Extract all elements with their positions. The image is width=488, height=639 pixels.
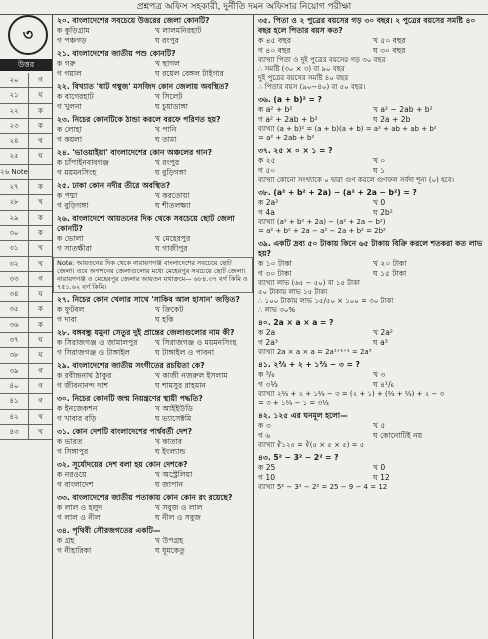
option-item: খ মেহেরপুর — [155, 234, 191, 243]
answer-letter: খ — [38, 412, 43, 421]
option-list — [57, 125, 249, 145]
question-text: ৩২. সূর্যোদয়ের দেশ বলা হয় কোন দেশকে? — [57, 460, 188, 469]
right-question-column — [254, 15, 488, 639]
option-item: ঘ 2a + 2b — [373, 115, 411, 124]
option-item: ক ৪৫ বছর — [258, 36, 292, 45]
option-item: গ গয়াল — [57, 69, 82, 78]
option-item: ঘ জাপান — [155, 480, 183, 489]
answer-row — [0, 211, 52, 226]
question-block — [254, 15, 488, 94]
option-item: ঘ কোনোটিই নয় — [373, 431, 423, 440]
option-item: খ সিরাজগঞ্জ ও ময়মনসিংহ — [155, 338, 237, 347]
answer-letter: ঘ — [38, 290, 43, 299]
answer-number: ৩১ — [0, 241, 29, 255]
answer-letter: গ — [38, 397, 43, 406]
question-text: ২৫. ঢাকা কোন নদীর তীরে অবস্থিত? — [57, 181, 171, 190]
question-text: ২০. বাংলাদেশের সবচেয়ে উত্তরের জেলা কোনটি? — [57, 16, 210, 25]
option-item: গ 2a³ — [258, 338, 278, 347]
answer-number: ৩৬ — [0, 318, 29, 332]
option-item: গ কয়লা — [57, 135, 83, 144]
answer-row — [0, 119, 52, 134]
question-text: ৩৭. ২৫ × ০ × ১ = ? — [258, 146, 333, 155]
explanation-line: ∴ ১০০ টাকায় লাভ ১৫/৫০ × ১০০ = ৩০ টাকা — [258, 297, 394, 305]
option-item: খ উপগ্রহ — [155, 536, 184, 545]
answer-row — [0, 165, 52, 180]
option-item: গ নীহারিকা — [57, 546, 92, 555]
question-text: ২১. বাংলাদেশের জাতীয় পশু কোনটি? — [57, 49, 176, 58]
answer-letter: ক — [38, 305, 43, 314]
answer-note: Note: আয়তনের দিক থেকে নারায়ণগঞ্জ বাংলাদেশের সবচেয়ে ছোট জেলা। তবে অপশনের জেলাগুলোর মধ্যে মেহেরপুর সবচেয়ে ছোট জেলা। নারায়ণগঞ্জ ও মেহেরপুর জেলার আয়তন যথাক্রমে— ৬৮৪.৩৭ বর্গ কিমি ও ৭৫১.৬২ বর্গ কিমি। — [53, 257, 253, 293]
option-item: ক চাঁপাইনবাবগঞ্জ — [57, 158, 109, 167]
question-block — [254, 359, 488, 410]
answer-number: ৩০ — [0, 226, 29, 240]
answer-row — [0, 195, 52, 210]
option-item: গ ৩⅓ — [258, 380, 278, 389]
answer-letter: খ — [38, 427, 43, 436]
option-item: গ খুলনা — [57, 102, 82, 111]
answer-letter: গ — [38, 381, 43, 390]
option-list — [57, 404, 249, 424]
question-text: ২৭. নিচের কোন খেলার সাথে 'সাকিব আল হাসান' জড়িত? — [57, 295, 240, 304]
question-block — [53, 327, 253, 360]
option-item: গ বাংলাদেশ — [57, 480, 94, 489]
question-block — [254, 94, 488, 145]
question-block — [53, 294, 253, 327]
answer-number: ৩৫ — [0, 302, 29, 316]
answer-row — [0, 272, 52, 287]
option-item: ক ³/₆ — [258, 370, 275, 379]
answer-letter: গ — [38, 76, 43, 84]
question-text: ২২. বিখ্যাত 'ষাট গম্বুজ' মসজিদ কোন জেলায় অবস্থিত? — [57, 82, 229, 91]
question-text: ৩০. নিচের কোনটি জন্ম নিয়ন্ত্রণের স্থায়ী পদ্ধতি? — [57, 394, 203, 403]
answer-row — [0, 104, 52, 119]
option-item: ঘ শীতলক্ষ্যা — [155, 201, 191, 210]
explanation-line: ব্যাখ্যা লাভ (৬৫ − ৫০) বা ১৫ টাকা — [258, 279, 360, 287]
option-item: গ পঞ্চগড় — [57, 36, 87, 45]
answer-letter: গ — [38, 274, 43, 283]
answer-letter: খ — [38, 259, 43, 268]
option-item: গ ৪০ বছর — [258, 46, 291, 55]
option-item: ঘ ধূমকেতু — [155, 546, 185, 555]
question-text: ৩১. কোন দেশটি বাংলাদেশের পার্শ্ববর্তী দেশ? — [57, 427, 193, 436]
option-item: গ লাল ও নীল — [57, 513, 101, 522]
option-item: ক লাল ও হলুদ — [57, 503, 103, 512]
option-item: ক ইনজেকশন — [57, 404, 98, 413]
answer-row — [0, 241, 52, 256]
answer-row — [0, 425, 52, 440]
question-block — [53, 48, 253, 81]
question-text: ৩৩. বাংলাদেশের জাতীয় পতাকায় কোন কোন রং রয়েছে? — [57, 493, 233, 502]
option-item: খ লালমনিরহাট — [155, 26, 202, 35]
option-item: খ a² − 2ab + b² — [373, 105, 433, 114]
question-block — [53, 525, 253, 558]
option-item: গ ৫০ — [258, 166, 276, 175]
option-item: ক 25 — [258, 463, 276, 472]
option-item: খ ক্রিকেট — [155, 305, 184, 314]
option-list — [57, 191, 249, 211]
option-list — [258, 259, 484, 279]
option-item: গ a² + 2ab + b² — [258, 115, 318, 124]
option-list — [258, 421, 484, 441]
option-list — [57, 234, 249, 254]
answer-row — [0, 134, 52, 149]
option-item: ঘ বুড়িগঙ্গা — [155, 168, 187, 177]
chapter-emblem — [8, 15, 48, 55]
option-item: ক a² + b² — [258, 105, 293, 114]
question-block — [53, 360, 253, 393]
option-item: ঘ 2b² — [373, 208, 393, 217]
answer-number: ৪০ — [0, 379, 29, 393]
option-item: খ ৫ — [373, 421, 386, 430]
option-list — [57, 338, 249, 358]
answer-row — [0, 333, 52, 348]
answer-rail — [0, 15, 52, 639]
option-item: খ সিলেট — [155, 92, 183, 101]
header-title: প্রশ্নপত্র অফিস সহকারী, দুর্নীতি দমন অফিসার নিয়োগ পরীক্ষা — [136, 2, 352, 12]
explanation-line: ব্যাখ্যা পিতা ও দুই পুত্রের বয়সের গড় ৩০ বছর — [258, 56, 386, 64]
question-text: ৪০. 2a × a × a = ? — [258, 318, 334, 327]
answer-row — [0, 302, 52, 317]
option-item: ঘ ভ্যাসেক্টমি — [155, 414, 192, 423]
option-list — [258, 156, 484, 176]
option-item: গ খাবার বড়ি — [57, 414, 97, 423]
question-block — [254, 238, 488, 317]
page-header — [0, 0, 488, 15]
answer-number: ৩২ — [0, 257, 29, 271]
answer-number: ২৫ — [0, 149, 29, 163]
answer-number: ৩৭ — [0, 333, 29, 347]
option-list — [57, 158, 249, 178]
answer-letter: ক — [38, 183, 43, 192]
option-item: খ ২০ টাকা — [373, 259, 407, 268]
option-item: ক 2a — [258, 328, 276, 337]
answer-letter — [29, 165, 52, 179]
option-item: ক সিরাজগঞ্জ ও জামালপুর — [57, 338, 138, 347]
option-item: খ 0 — [373, 463, 386, 472]
option-item: খ ৫০ বছর — [373, 36, 406, 45]
answer-number: ৩৮ — [0, 348, 29, 362]
answer-letter: খ — [38, 244, 43, 253]
option-item: খ ০ — [373, 156, 386, 165]
question-text: ৩৯. একটি দ্রব্য ৫০ টাকায় কিনে ৬৫ টাকায় বিক্রি করলে শতকরা কত লাভ হয়? — [258, 239, 483, 258]
answer-number: ২১ — [0, 88, 29, 102]
option-item: ঘ গাজীপুর — [155, 244, 188, 253]
question-block — [53, 492, 253, 525]
option-item: ঘ ৩০ বছর — [373, 46, 406, 55]
question-block — [254, 317, 488, 359]
question-block — [254, 410, 488, 452]
option-item: গ 4a — [258, 208, 275, 217]
question-block — [53, 15, 253, 48]
answer-number: ৪১ — [0, 394, 29, 408]
option-item: ঘ রয়েল বেঙ্গল টাইগার — [155, 69, 224, 78]
option-item: ক গরু — [57, 59, 76, 68]
question-block — [53, 114, 253, 147]
question-block — [254, 187, 488, 238]
option-item: খ ছাগল — [155, 59, 180, 68]
option-list — [57, 503, 249, 523]
answer-row — [0, 149, 52, 164]
option-item: গ দাবা — [57, 315, 78, 324]
explanation-line: = a² + b² + 2a − a² − 2a + b² = 2b² — [258, 227, 386, 235]
option-list — [57, 371, 249, 391]
answer-row — [0, 364, 52, 379]
option-list — [57, 536, 249, 556]
option-item: ঘ নীল ও সবুজ — [155, 513, 201, 522]
option-item: খ আইইউডি — [155, 404, 193, 413]
option-item: ঘ ৪¹/₆ — [373, 380, 394, 389]
option-item: ঘ হকি — [155, 315, 174, 324]
answer-number: ২৮ — [0, 195, 29, 209]
option-item: গ ৬ — [258, 431, 271, 440]
option-list — [258, 328, 484, 348]
answer-number: ৪২ — [0, 410, 29, 424]
answer-letter: খ — [38, 198, 43, 207]
option-item: খ 2a² — [373, 328, 393, 337]
option-item: ক পদ্মা — [57, 191, 78, 200]
option-list — [258, 370, 484, 390]
option-item: ক ১০ টাকা — [258, 259, 292, 268]
answer-letter: ক — [38, 320, 43, 329]
option-item: খ কাজী নজরুল ইসলাম — [155, 371, 228, 380]
answer-row — [0, 257, 52, 272]
explanation-line: ∴ লাভ ৩০% — [258, 306, 296, 314]
answer-heading: উত্তর — [0, 59, 52, 71]
question-block — [53, 81, 253, 114]
option-list — [57, 26, 249, 46]
answer-row — [0, 88, 52, 103]
explanation-line: ব্যাখ্যা 2a × a × a = 2a¹⁺¹⁺¹ = 2a³ — [258, 348, 372, 356]
answer-number: ২২ — [0, 104, 29, 118]
option-item: ক রবীন্দ্রনাথ ঠাকুর — [57, 371, 112, 380]
option-item: খ 0 — [373, 198, 386, 207]
option-item: গ ময়মনসিংহ — [57, 168, 97, 177]
option-item: গ জীবনানন্দ দাশ — [57, 381, 109, 390]
option-list — [57, 92, 249, 112]
explanation-line: ৫০ টাকায় লাভ ১৫ টাকা — [258, 288, 328, 296]
explanation-line: ব্যাখ্যা 5² − 3² − 2² = 25 − 9 − 4 = 12 — [258, 483, 388, 491]
question-block — [53, 426, 253, 459]
answer-letter: গ — [38, 366, 43, 375]
answer-letter: ক — [38, 106, 43, 115]
question-block — [254, 452, 488, 494]
explanation-line: ব্যাখ্যা (a² + b² + 2a) − (a² + 2a − b²) — [258, 218, 386, 226]
option-list — [57, 59, 249, 79]
answer-row — [0, 318, 52, 333]
answer-letter: ক — [38, 228, 43, 237]
option-item: খ করতোয়া — [155, 191, 190, 200]
question-text: ২৩. নিচের কোনটিকে ঠান্ডা করলে বরফে পরিণত হয়? — [57, 115, 221, 124]
question-text: ৪২. ১২৫ এর ঘনমূল হলো— — [258, 411, 348, 420]
option-item: ঘ ১৫ টাকা — [373, 269, 407, 278]
option-item: ঘ ইংল্যান্ড — [155, 447, 186, 456]
question-text: ৩৮. (a² + b² + 2a) − (a² + 2a − b²) = ? — [258, 188, 417, 197]
explanation-line: ব্যাখ্যা কোনো সংখ্যাকে ০ দ্বারা গুণ করলে গুণফল সর্বদা শূন্য (০) হবে। — [258, 176, 454, 184]
option-item: গ সিরাজগঞ্জ ও টাঙ্গাইল — [57, 348, 130, 357]
option-item: খ কাতার — [155, 437, 182, 446]
option-item: ক ৩ — [258, 421, 271, 430]
option-item: ক 2a² — [258, 198, 279, 207]
option-item: ক গ্রহ — [57, 536, 75, 545]
answer-number: ২০ — [0, 73, 29, 87]
option-list — [258, 36, 484, 56]
explanation-line: = a² + 2ab + b² — [258, 134, 315, 142]
option-item: ক ভারত — [57, 437, 83, 446]
answer-letter: ঘ — [38, 152, 43, 161]
explanation-line: দুই পুত্রের বয়সের সমষ্টি ৪০ বছর — [258, 74, 349, 82]
explanation-line: ∴ সমষ্টি (৩০ × ৩) বা ৯০ বছর — [258, 65, 345, 73]
answer-letter: ঘ — [38, 336, 43, 345]
answer-number: ৩৪ — [0, 287, 29, 301]
question-block — [254, 145, 488, 187]
option-item: ক নরওয়ে — [57, 470, 87, 479]
option-item: ঘ a³ — [373, 338, 388, 347]
option-item: ঘ চুয়াডাঙ্গা — [155, 102, 188, 111]
answer-row — [0, 73, 52, 88]
option-item: গ সাতক্ষীরা — [57, 244, 93, 253]
option-item: খ রংপুর — [155, 158, 180, 167]
option-item: ঘ 12 — [373, 473, 390, 482]
option-item: খ সবুজ ও লাল — [155, 503, 203, 512]
option-list — [57, 305, 249, 325]
answer-letter: ক — [38, 213, 43, 222]
option-item: ক ফুটবল — [57, 305, 85, 314]
answer-letter: ক — [38, 121, 43, 130]
answer-number: ৪৩ — [0, 425, 29, 439]
option-item: গ বুড়িগঙ্গা — [57, 201, 89, 210]
answer-letter: ঘ — [38, 351, 43, 360]
option-list — [258, 105, 484, 125]
question-block — [53, 180, 253, 213]
option-item: গ ৩০ টাকা — [258, 269, 292, 278]
option-item: ঘ ১ — [373, 166, 386, 175]
question-text: ৩৬. (a + b)² = ? — [258, 95, 322, 104]
question-text: ২৬. বাংলাদেশে আয়তনের দিক থেকে সবচেয়ে ছোট জেলা কোনটি? — [57, 214, 235, 233]
explanation-line: ব্যাখ্যা ∛১২৫ = ∛(৫ × ৫ × ৫) = ৫ — [258, 441, 365, 449]
option-item: ঘ টাঙ্গাইল ও পাবনা — [155, 348, 215, 357]
answer-number: ২৩ — [0, 119, 29, 133]
emblem-number: ৩ — [22, 24, 34, 44]
answer-number: ২৭ — [0, 180, 29, 194]
answer-row — [0, 348, 52, 363]
answer-row — [0, 226, 52, 241]
question-text: ২৮. বঙ্গবন্ধু যমুনা সেতুর দুই প্রান্তের জেলাগুলোর নাম কী? — [57, 328, 235, 337]
explanation-line: = ৩ + ১⅓ − ১ = ৩⅓ — [258, 399, 329, 407]
answer-grid — [0, 73, 52, 440]
answer-row — [0, 394, 52, 409]
option-item: গ 10 — [258, 473, 276, 482]
option-item: খ অস্ট্রেলিয়া — [155, 470, 193, 479]
explanation-line: ব্যাখ্যা (a + b)² = (a + b)(a + b) = a² + ab + ab + b² — [258, 125, 437, 133]
answer-number: ৩৯ — [0, 364, 29, 378]
question-text: ২৯. বাংলাদেশের জাতীয় সংগীতের রচয়িতা কে? — [57, 361, 205, 370]
option-item: ক ২৫ — [258, 156, 276, 165]
question-text: ২৪. 'ভাওয়াইয়া' বাংলাদেশের কোন অঞ্চলের গান? — [57, 148, 213, 157]
left-question-column — [52, 15, 254, 639]
question-block — [53, 393, 253, 426]
question-text: ৪১. ২⅔ + ২ + ১⅔ − ৩ = ? — [258, 360, 360, 369]
option-item: ক কুড়িগ্রাম — [57, 26, 90, 35]
answer-letter: খ — [38, 137, 43, 146]
question-block — [53, 459, 253, 492]
answer-row — [0, 287, 52, 302]
question-block — [53, 213, 253, 256]
answer-row — [0, 180, 52, 195]
question-text: ৩৫. পিতা ও ২ পুত্রের বয়সের গড় ৩০ বছর। ২ পুত্রের বয়সের সমষ্টি ৪০ বছর হলে পিতার বয়স কত? — [258, 16, 476, 35]
option-list — [57, 437, 249, 457]
option-list — [57, 470, 249, 490]
question-block — [53, 147, 253, 180]
question-text: ৪৩. 5² − 3² − 2² = ? — [258, 453, 339, 462]
answer-letter: ঘ — [38, 91, 43, 100]
option-item: ঘ রংপুর — [155, 36, 179, 45]
option-item: খ পানি — [155, 125, 177, 134]
option-item: ঘ তামা — [155, 135, 177, 144]
option-item: খ ৩ — [373, 370, 386, 379]
question-text: ৩৪. পৃথিবী সৌরজগতের একটি— — [57, 526, 161, 535]
option-list — [258, 463, 484, 483]
option-list — [258, 198, 484, 218]
answer-number: ৩৩ — [0, 272, 29, 286]
explanation-line: ∴ পিতার বয়স (৯০−৪০) বা ৫০ বছর। — [258, 83, 366, 91]
option-item: ক লোহা — [57, 125, 82, 134]
answer-number: ২৬ Note — [0, 165, 29, 179]
answer-number: ২৯ — [0, 211, 29, 225]
option-item: ক ভোলা — [57, 234, 84, 243]
option-item: ক বাগেরহাট — [57, 92, 94, 101]
answer-row — [0, 379, 52, 394]
answer-row — [0, 410, 52, 425]
answer-number: ২৪ — [0, 134, 29, 148]
explanation-line: ব্যাখ্যা ২⅔ + ২ + ১⅔ − ৩ = (২ + ১) + (⅔ + ⅔) + ২ − ৩ — [258, 390, 445, 398]
option-item: গ সিঙ্গাপুর — [57, 447, 89, 456]
option-item: ঘ শামসুর রাহমান — [155, 381, 206, 390]
